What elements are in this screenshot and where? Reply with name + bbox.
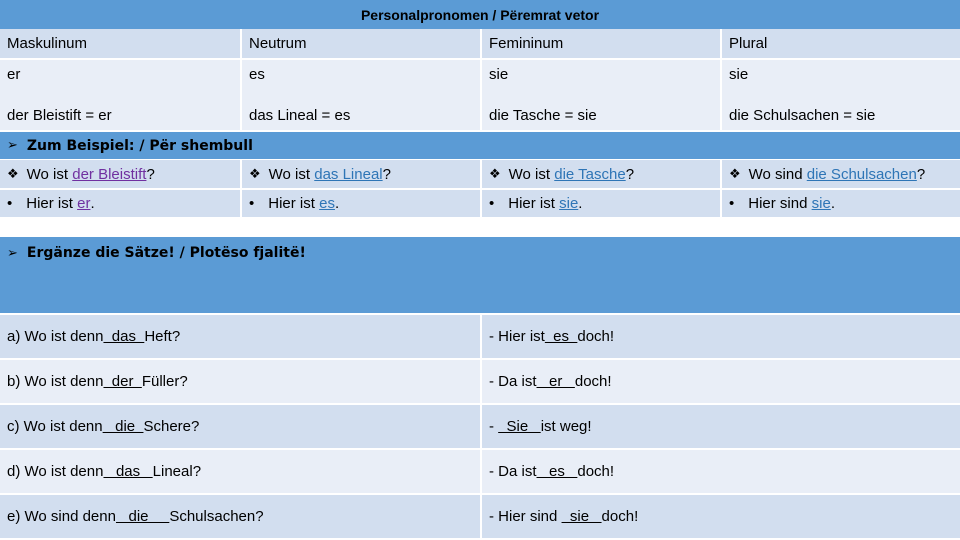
answer-prefix: - Da ist bbox=[489, 373, 537, 390]
answer-gap-answer[interactable]: es bbox=[536, 463, 578, 480]
question-suffix: Füller? bbox=[141, 373, 188, 390]
exercise-question bbox=[0, 450, 480, 493]
pronoun-er: er bbox=[7, 66, 21, 83]
exercise-answer bbox=[480, 405, 960, 448]
answer-suffix: . bbox=[578, 195, 583, 212]
answer-suffix: . bbox=[830, 195, 835, 212]
exercise-row bbox=[0, 495, 960, 538]
question-suffix: ? bbox=[625, 165, 635, 183]
question-noun: die Tasche bbox=[554, 165, 626, 183]
pronoun-es: es bbox=[240, 60, 480, 89]
question-gap-answer[interactable]: die bbox=[115, 508, 170, 525]
question-schulsachen bbox=[720, 160, 960, 188]
exercise-heading bbox=[0, 237, 960, 269]
beispiel-heading bbox=[0, 132, 960, 159]
question-row bbox=[0, 160, 960, 188]
exercise-heading-row bbox=[0, 237, 960, 313]
exercise-row bbox=[0, 360, 960, 403]
bullet-icon: • bbox=[249, 195, 255, 212]
question-gap-answer[interactable]: das bbox=[103, 463, 153, 480]
pronoun-sie: sie bbox=[480, 60, 720, 89]
answer-pronoun: er bbox=[77, 195, 91, 212]
exercise-answer bbox=[480, 315, 960, 358]
answer-suffix: doch! bbox=[577, 328, 615, 345]
answer-gap-answer[interactable]: sie bbox=[561, 508, 602, 525]
exercise-question bbox=[0, 360, 480, 403]
question-bleistift bbox=[0, 160, 240, 188]
question-gap-answer[interactable]: die bbox=[102, 418, 144, 435]
answer-es bbox=[240, 190, 480, 217]
answer-prefix: - Da ist bbox=[489, 463, 537, 480]
diamond-bullet-icon: ❖ bbox=[489, 166, 501, 182]
header-neutrum: Neutrum bbox=[240, 29, 480, 58]
answer-suffix: doch! bbox=[601, 508, 639, 525]
question-suffix: ? bbox=[146, 165, 155, 183]
header-plural: Plural bbox=[720, 29, 960, 58]
pronoun-sie-plural: sie bbox=[720, 60, 960, 89]
answer-sie bbox=[480, 190, 720, 217]
bullet-icon: • bbox=[729, 195, 735, 212]
bullet-icon: • bbox=[489, 195, 495, 212]
question-noun: der Bleistift bbox=[72, 165, 147, 183]
question-suffix: Lineal? bbox=[152, 463, 202, 480]
answer-suffix: doch! bbox=[577, 463, 615, 480]
answer-gap-answer[interactable]: er bbox=[536, 373, 575, 390]
answer-suffix: . bbox=[334, 195, 340, 212]
answer-prefix: - Hier sind bbox=[489, 508, 562, 525]
exercise-question bbox=[0, 315, 480, 358]
answer-prefix: Hier ist bbox=[268, 195, 320, 212]
question-prefix: Wo ist bbox=[268, 165, 315, 183]
answer-prefix: Hier sind bbox=[748, 195, 812, 212]
answer-gap-answer[interactable]: Sie bbox=[498, 418, 541, 435]
answer-prefix: Hier ist bbox=[508, 195, 560, 212]
question-prefix: d) Wo ist denn bbox=[7, 463, 104, 480]
exercise-heading-text: Ergänze die Sätze! / Plotëso fjalitë! bbox=[26, 245, 306, 261]
answer-er bbox=[0, 190, 240, 217]
beispiel-heading-text: Zum Beispiel: / Për shembull bbox=[26, 137, 253, 154]
exercise-row bbox=[0, 315, 960, 358]
question-suffix: Schere? bbox=[143, 418, 200, 435]
answer-prefix: - Hier ist bbox=[489, 328, 545, 345]
question-suffix: Schulsachen? bbox=[169, 508, 264, 525]
question-suffix: ? bbox=[916, 165, 926, 183]
question-tasche bbox=[480, 160, 720, 188]
header-row bbox=[0, 29, 960, 58]
title-bar bbox=[0, 0, 960, 29]
question-prefix: Wo ist bbox=[26, 165, 73, 183]
exercise-question bbox=[0, 495, 480, 538]
answer-gap-answer[interactable]: es bbox=[544, 328, 578, 345]
exercise-answer bbox=[480, 450, 960, 493]
exercise-question bbox=[0, 405, 480, 448]
exercise-answer bbox=[480, 495, 960, 538]
answer-sie-plural bbox=[720, 190, 960, 217]
example-schulsachen: die Schulsachen = sie bbox=[720, 89, 960, 130]
question-prefix: b) Wo ist denn bbox=[7, 373, 104, 390]
header-maskulinum: Maskulinum bbox=[7, 35, 88, 52]
page-title: Personalpronomen / Përemrat vetor bbox=[360, 6, 600, 23]
pronoun-row bbox=[0, 60, 960, 89]
question-prefix: Wo ist bbox=[508, 165, 555, 183]
example-lineal: das Lineal = es bbox=[240, 89, 480, 130]
answer-suffix: . bbox=[90, 195, 95, 212]
question-lineal bbox=[240, 160, 480, 188]
answer-pronoun: es bbox=[319, 195, 335, 212]
example-bleistift: der Bleistift = er bbox=[7, 107, 112, 124]
example-tasche: die Tasche = sie bbox=[480, 89, 720, 130]
exercise-answer bbox=[480, 360, 960, 403]
question-prefix: e) Wo sind denn bbox=[7, 508, 116, 525]
question-prefix: Wo sind bbox=[748, 165, 807, 183]
question-gap-answer[interactable]: das bbox=[103, 328, 145, 345]
beispiel-heading-row bbox=[0, 132, 960, 159]
diamond-bullet-icon: ❖ bbox=[729, 166, 741, 182]
answer-prefix: - bbox=[489, 418, 499, 435]
answer-pronoun: sie bbox=[811, 195, 831, 212]
question-suffix: Heft? bbox=[144, 328, 181, 345]
arrow-bullet-icon: ➢ bbox=[7, 138, 18, 153]
answer-pronoun: sie bbox=[559, 195, 579, 212]
question-noun: das Lineal bbox=[314, 165, 383, 183]
answer-suffix: ist weg! bbox=[540, 418, 592, 435]
diamond-bullet-icon: ❖ bbox=[7, 166, 19, 182]
exercise-row bbox=[0, 450, 960, 493]
diamond-bullet-icon: ❖ bbox=[249, 166, 261, 182]
answer-suffix: doch! bbox=[574, 373, 612, 390]
question-gap-answer[interactable]: der bbox=[103, 373, 142, 390]
question-noun: die Schulsachen bbox=[806, 165, 917, 183]
arrow-bullet-icon: ➢ bbox=[7, 245, 18, 261]
question-prefix: c) Wo ist denn bbox=[7, 418, 103, 435]
question-suffix: ? bbox=[382, 165, 391, 183]
header-femininum: Femininum bbox=[480, 29, 720, 58]
answer-prefix: Hier ist bbox=[26, 195, 78, 212]
exercise-row bbox=[0, 405, 960, 448]
example-row bbox=[0, 89, 960, 130]
bullet-icon: • bbox=[7, 195, 13, 212]
answer-row bbox=[0, 190, 960, 217]
question-prefix: a) Wo ist denn bbox=[7, 328, 104, 345]
